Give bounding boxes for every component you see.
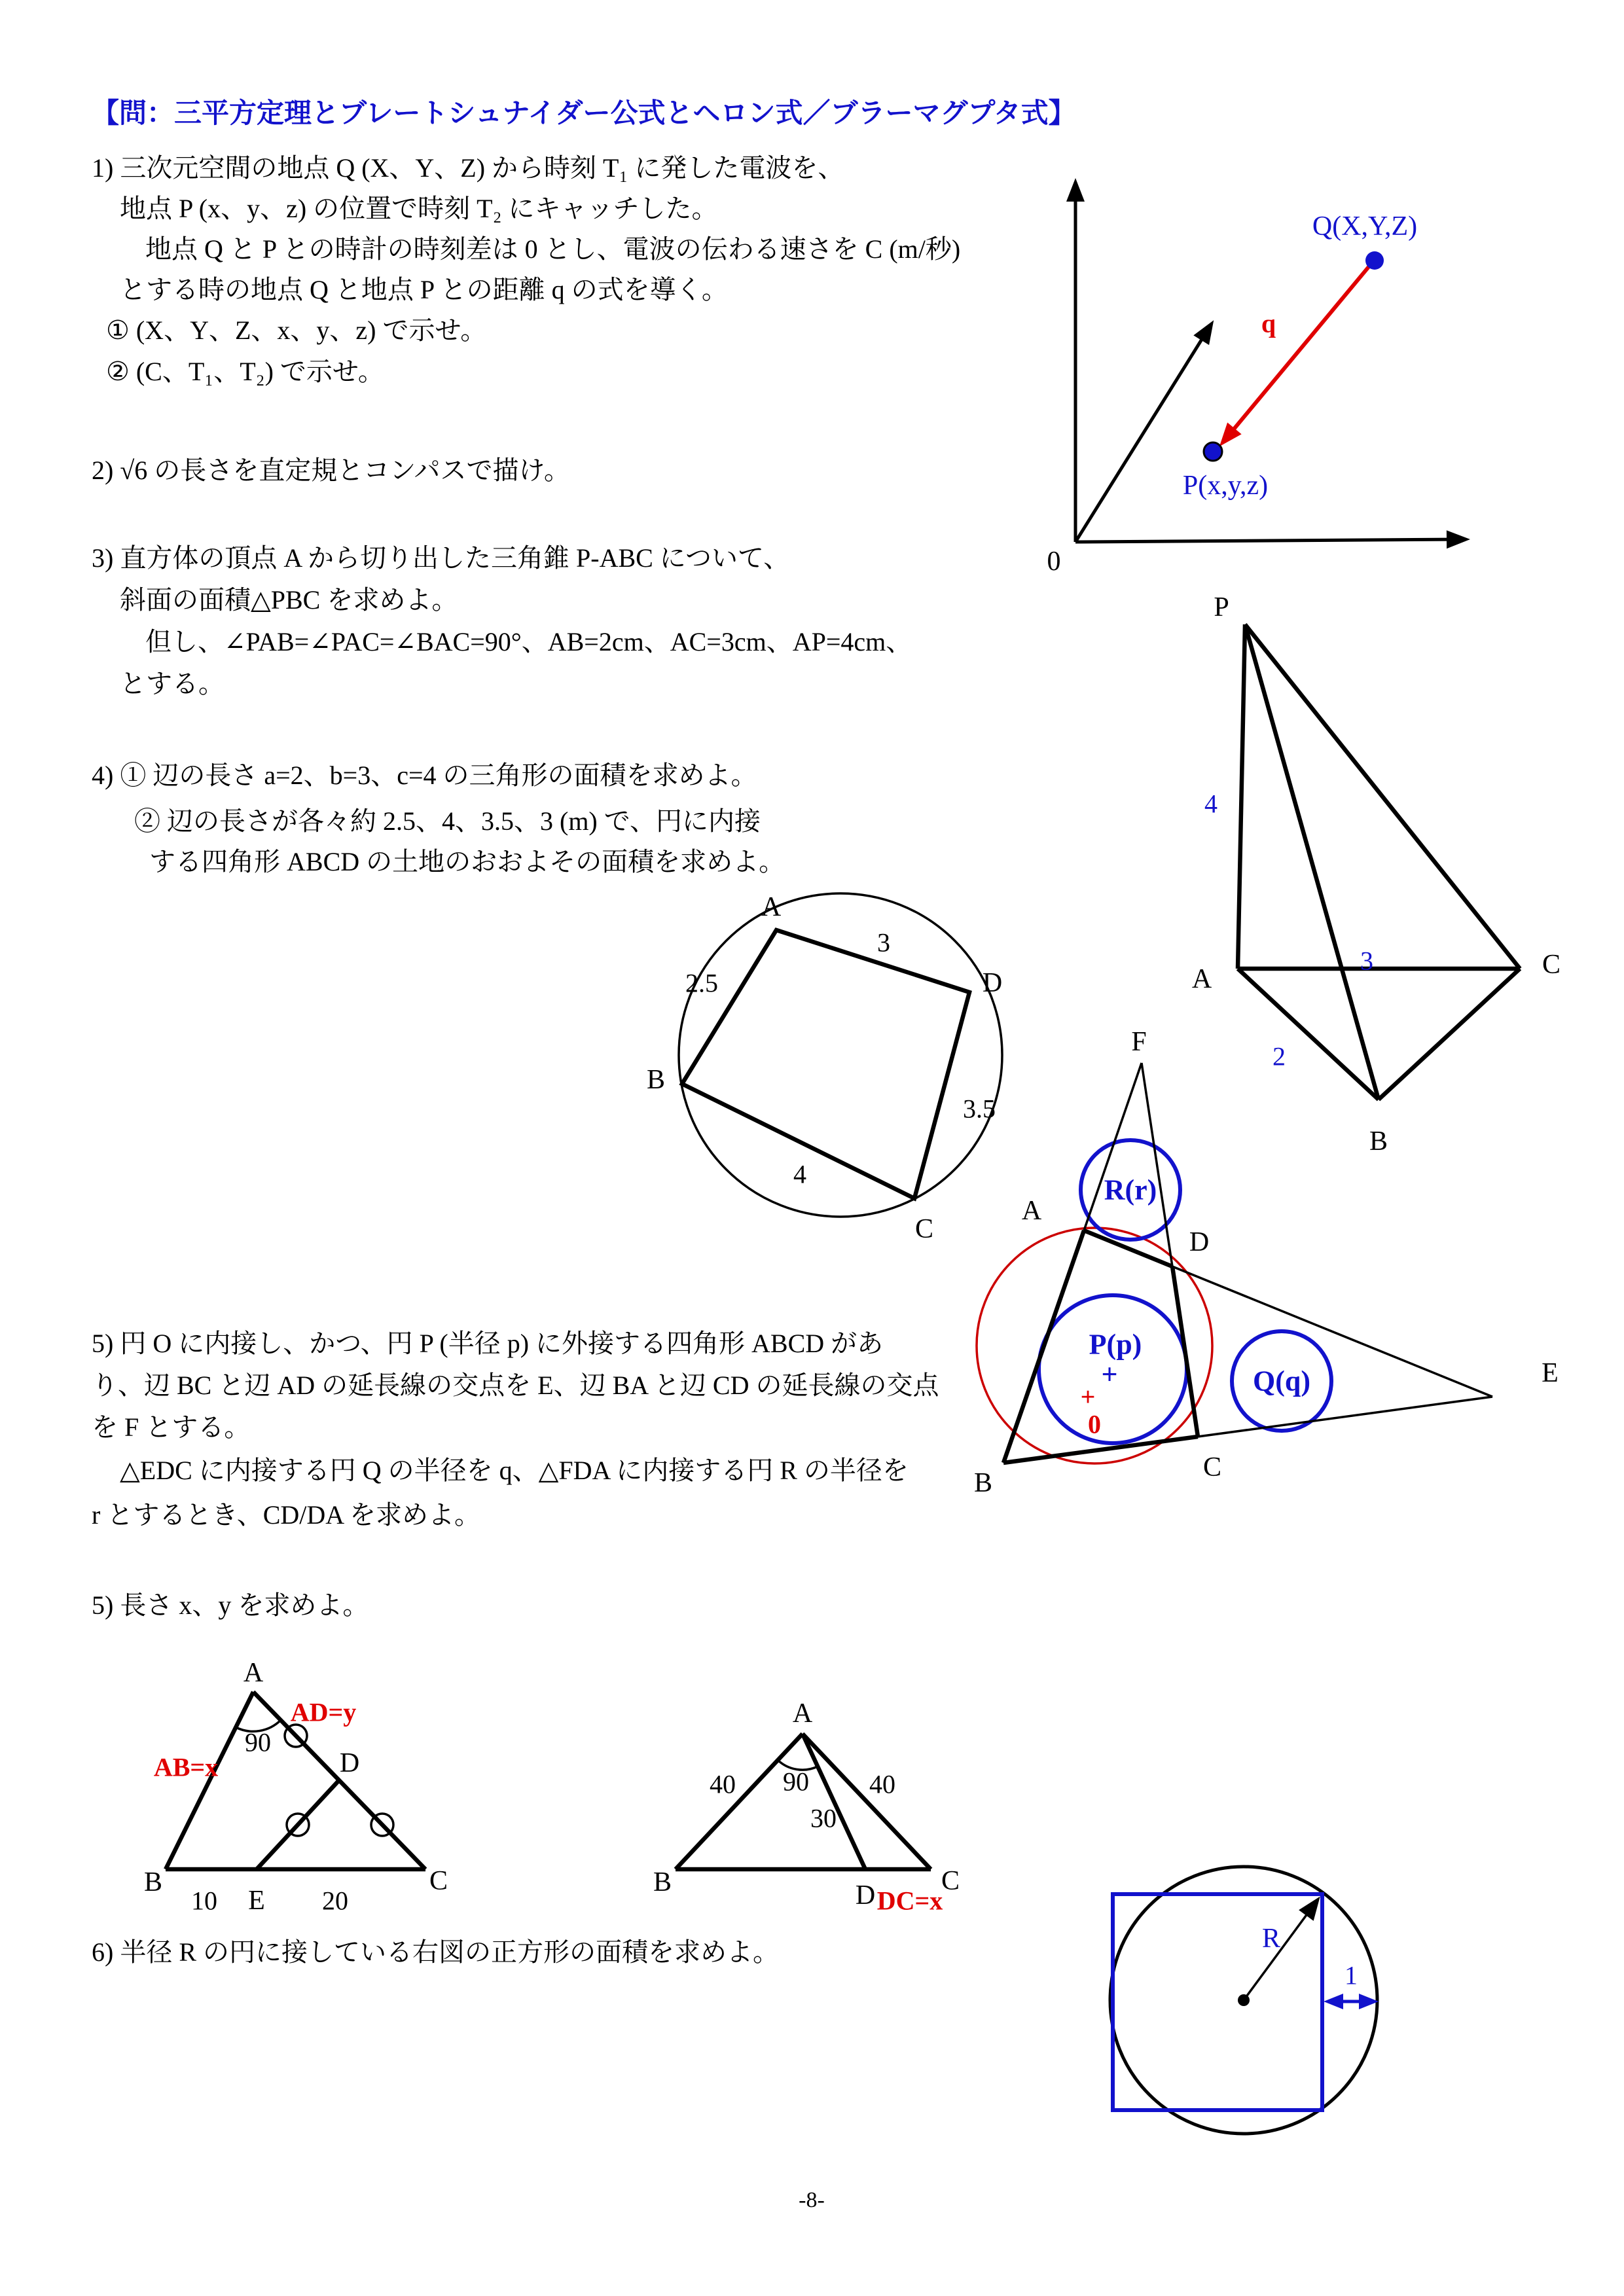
label-d: D	[339, 1748, 360, 1778]
label-angle-90: 90	[783, 1767, 809, 1797]
label-c: C	[941, 1866, 960, 1896]
label-ac-40: 40	[869, 1769, 895, 1799]
label-b: B	[1369, 1126, 1388, 1157]
label-c: C	[1542, 950, 1561, 980]
p1-line1: 1) 三次元空間の地点 Q (X、Y、Z) から時刻 T₁ に発した電波を、	[92, 153, 844, 183]
figure-triangle-left	[144, 1658, 448, 1916]
page-number: -8-	[799, 2188, 825, 2212]
p3-line3: 但し、∠PAB=∠PAC=∠BAC=90°、AB=2cm、AC=3cm、AP=4cm、	[145, 627, 912, 656]
p2-line1: 2) √6 の長さを直定規とコンパスで描け。	[92, 456, 570, 485]
square	[1113, 1894, 1322, 2110]
label-c: C	[1202, 1452, 1222, 1482]
label-d: D	[1189, 1227, 1210, 1257]
figure-tetrahedron	[1192, 592, 1561, 1157]
label-radius-r: R	[1261, 1924, 1281, 1954]
label-gap-1: 1	[1344, 1960, 1358, 1990]
label-center-o: 0	[1088, 1409, 1101, 1439]
label-ad-30: 30	[810, 1803, 837, 1833]
label-ac-length: 3	[1360, 946, 1373, 976]
figure-cyclic-quad	[647, 892, 1002, 1244]
p1-line2: 地点 P (x、y、z) の位置で時刻 T₂ にキャッチした。	[120, 194, 718, 223]
label-b: B	[143, 1867, 163, 1897]
line-ce	[1198, 1397, 1492, 1437]
p1-line6: ② (C、T₁、T₂) で示せ。	[106, 357, 384, 386]
quadrilateral-abcd	[682, 927, 969, 1198]
label-a: A	[1191, 964, 1212, 994]
point-p-dot	[1204, 442, 1222, 461]
figure-3d-axes	[1047, 183, 1466, 577]
label-a: A	[1021, 1196, 1042, 1226]
label-distance-q: q	[1261, 308, 1276, 338]
p5b-line1: 5) 長さ x、y を求めよ。	[92, 1590, 369, 1620]
distance-arrow	[1223, 264, 1371, 442]
p5a-line3: を F とする。	[92, 1412, 251, 1442]
label-a: A	[761, 892, 782, 922]
label-ab-40: 40	[710, 1769, 736, 1799]
edge-pc	[1245, 624, 1520, 969]
side-ba	[676, 1734, 803, 1869]
axis-diagonal	[1075, 325, 1211, 542]
label-be-10: 10	[191, 1886, 217, 1916]
figure-tangent-circles	[974, 1027, 1559, 1498]
label-b: B	[973, 1468, 993, 1498]
label-c: C	[429, 1866, 448, 1896]
side-dc	[1172, 1266, 1198, 1437]
side-ac	[803, 1734, 931, 1869]
label-c: C	[914, 1214, 934, 1244]
p5a-line2: り、辺 BC と辺 AD の延長線の交点を E、辺 BA と辺 CD の延長線の交点	[92, 1371, 939, 1400]
label-f: F	[1131, 1027, 1147, 1057]
p5a-line4: △EDC に内接する円 Q の半径を q、△FDA に内接する円 R の半径を	[120, 1456, 909, 1485]
center-p-mark: +	[1101, 1358, 1118, 1391]
label-d: D	[982, 968, 1003, 998]
label-q-point: Q(X,Y,Z)	[1312, 211, 1418, 242]
p5a-line5: r とするとき、CD/DA を求めよ。	[92, 1500, 480, 1530]
edge-pb	[1245, 624, 1379, 1100]
label-circle-r: R(r)	[1104, 1174, 1157, 1206]
p4-line3: する四角形 ABCD の土地のおおよその面積を求めよ。	[149, 847, 785, 876]
label-side-ab: 2.5	[685, 968, 718, 998]
label-b: B	[653, 1867, 672, 1897]
p3-line2: 斜面の面積△PBC を求めよ。	[120, 585, 458, 615]
label-d: D	[855, 1880, 876, 1910]
label-dc-x: DC=x	[876, 1886, 943, 1916]
p1-line3: 地点 Q と P との時計の時刻差は 0 とし、電波の伝わる速さを C (m/秒)	[145, 234, 961, 264]
p3-line1: 3) 直方体の頂点 A から切り出した三角錐 P-ABC について、	[92, 543, 790, 573]
label-ab-length: 2	[1272, 1041, 1286, 1071]
p5a-line1: 5) 円 O に内接し、かつ、円 P (半径 p) に外接する四角形 ABCD があ	[92, 1329, 884, 1358]
label-origin: 0	[1047, 547, 1061, 577]
edge-bc	[1379, 969, 1520, 1100]
p4-line2: ② 辺の長さが各々約 2.5、4、3.5、3 (m) で、円に内接	[134, 806, 761, 836]
label-angle-90: 90	[245, 1727, 271, 1757]
axis-horizontal	[1075, 539, 1465, 542]
label-e: E	[248, 1886, 265, 1916]
p1-line5: ① (X、Y、Z、x、y、z) で示せ。	[106, 315, 487, 345]
p6-line1: 6) 半径 R の円に接している右図の正方形の面積を求めよ。	[92, 1937, 779, 1967]
center-o-mark: +	[1080, 1382, 1096, 1412]
figure-circle-square	[1110, 1867, 1377, 2134]
label-p: P	[1214, 592, 1229, 622]
label-p-point: P(x,y,z)	[1182, 471, 1269, 501]
p1-line4: とする時の地点 Q と地点 P との距離 q の式を導く。	[120, 275, 728, 304]
edge-pa	[1238, 624, 1245, 969]
label-side-dc: 3.5	[963, 1094, 996, 1124]
label-ap-length: 4	[1204, 789, 1218, 819]
edge-ab	[1238, 969, 1379, 1100]
p4-line1: 4) ① 辺の長さ a=2、b=3、c=4 の三角形の面積を求めよ。	[92, 761, 757, 790]
label-side-bc: 4	[793, 1159, 806, 1189]
p3-line4: とする。	[120, 669, 225, 698]
page-title: 【問：三平方定理とブレートシュナイダー公式とヘロン式／ブラーマグプタ式】	[92, 99, 1076, 129]
label-a: A	[243, 1658, 264, 1688]
figure-triangle-right	[653, 1698, 960, 1916]
label-circle-p: P(p)	[1089, 1328, 1142, 1361]
label-circle-q: Q(q)	[1253, 1365, 1310, 1397]
segment-ad	[803, 1734, 865, 1869]
label-ad-y: AD=y	[290, 1697, 357, 1727]
label-b: B	[646, 1065, 666, 1095]
point-q-dot	[1365, 251, 1384, 270]
label-a: A	[792, 1698, 813, 1729]
segment-ed	[257, 1780, 339, 1869]
side-ab	[1003, 1230, 1084, 1463]
label-side-ad: 3	[877, 927, 890, 958]
label-ab-x: AB=x	[153, 1752, 219, 1782]
label-e: E	[1542, 1358, 1559, 1388]
label-ec-20: 20	[322, 1886, 348, 1916]
